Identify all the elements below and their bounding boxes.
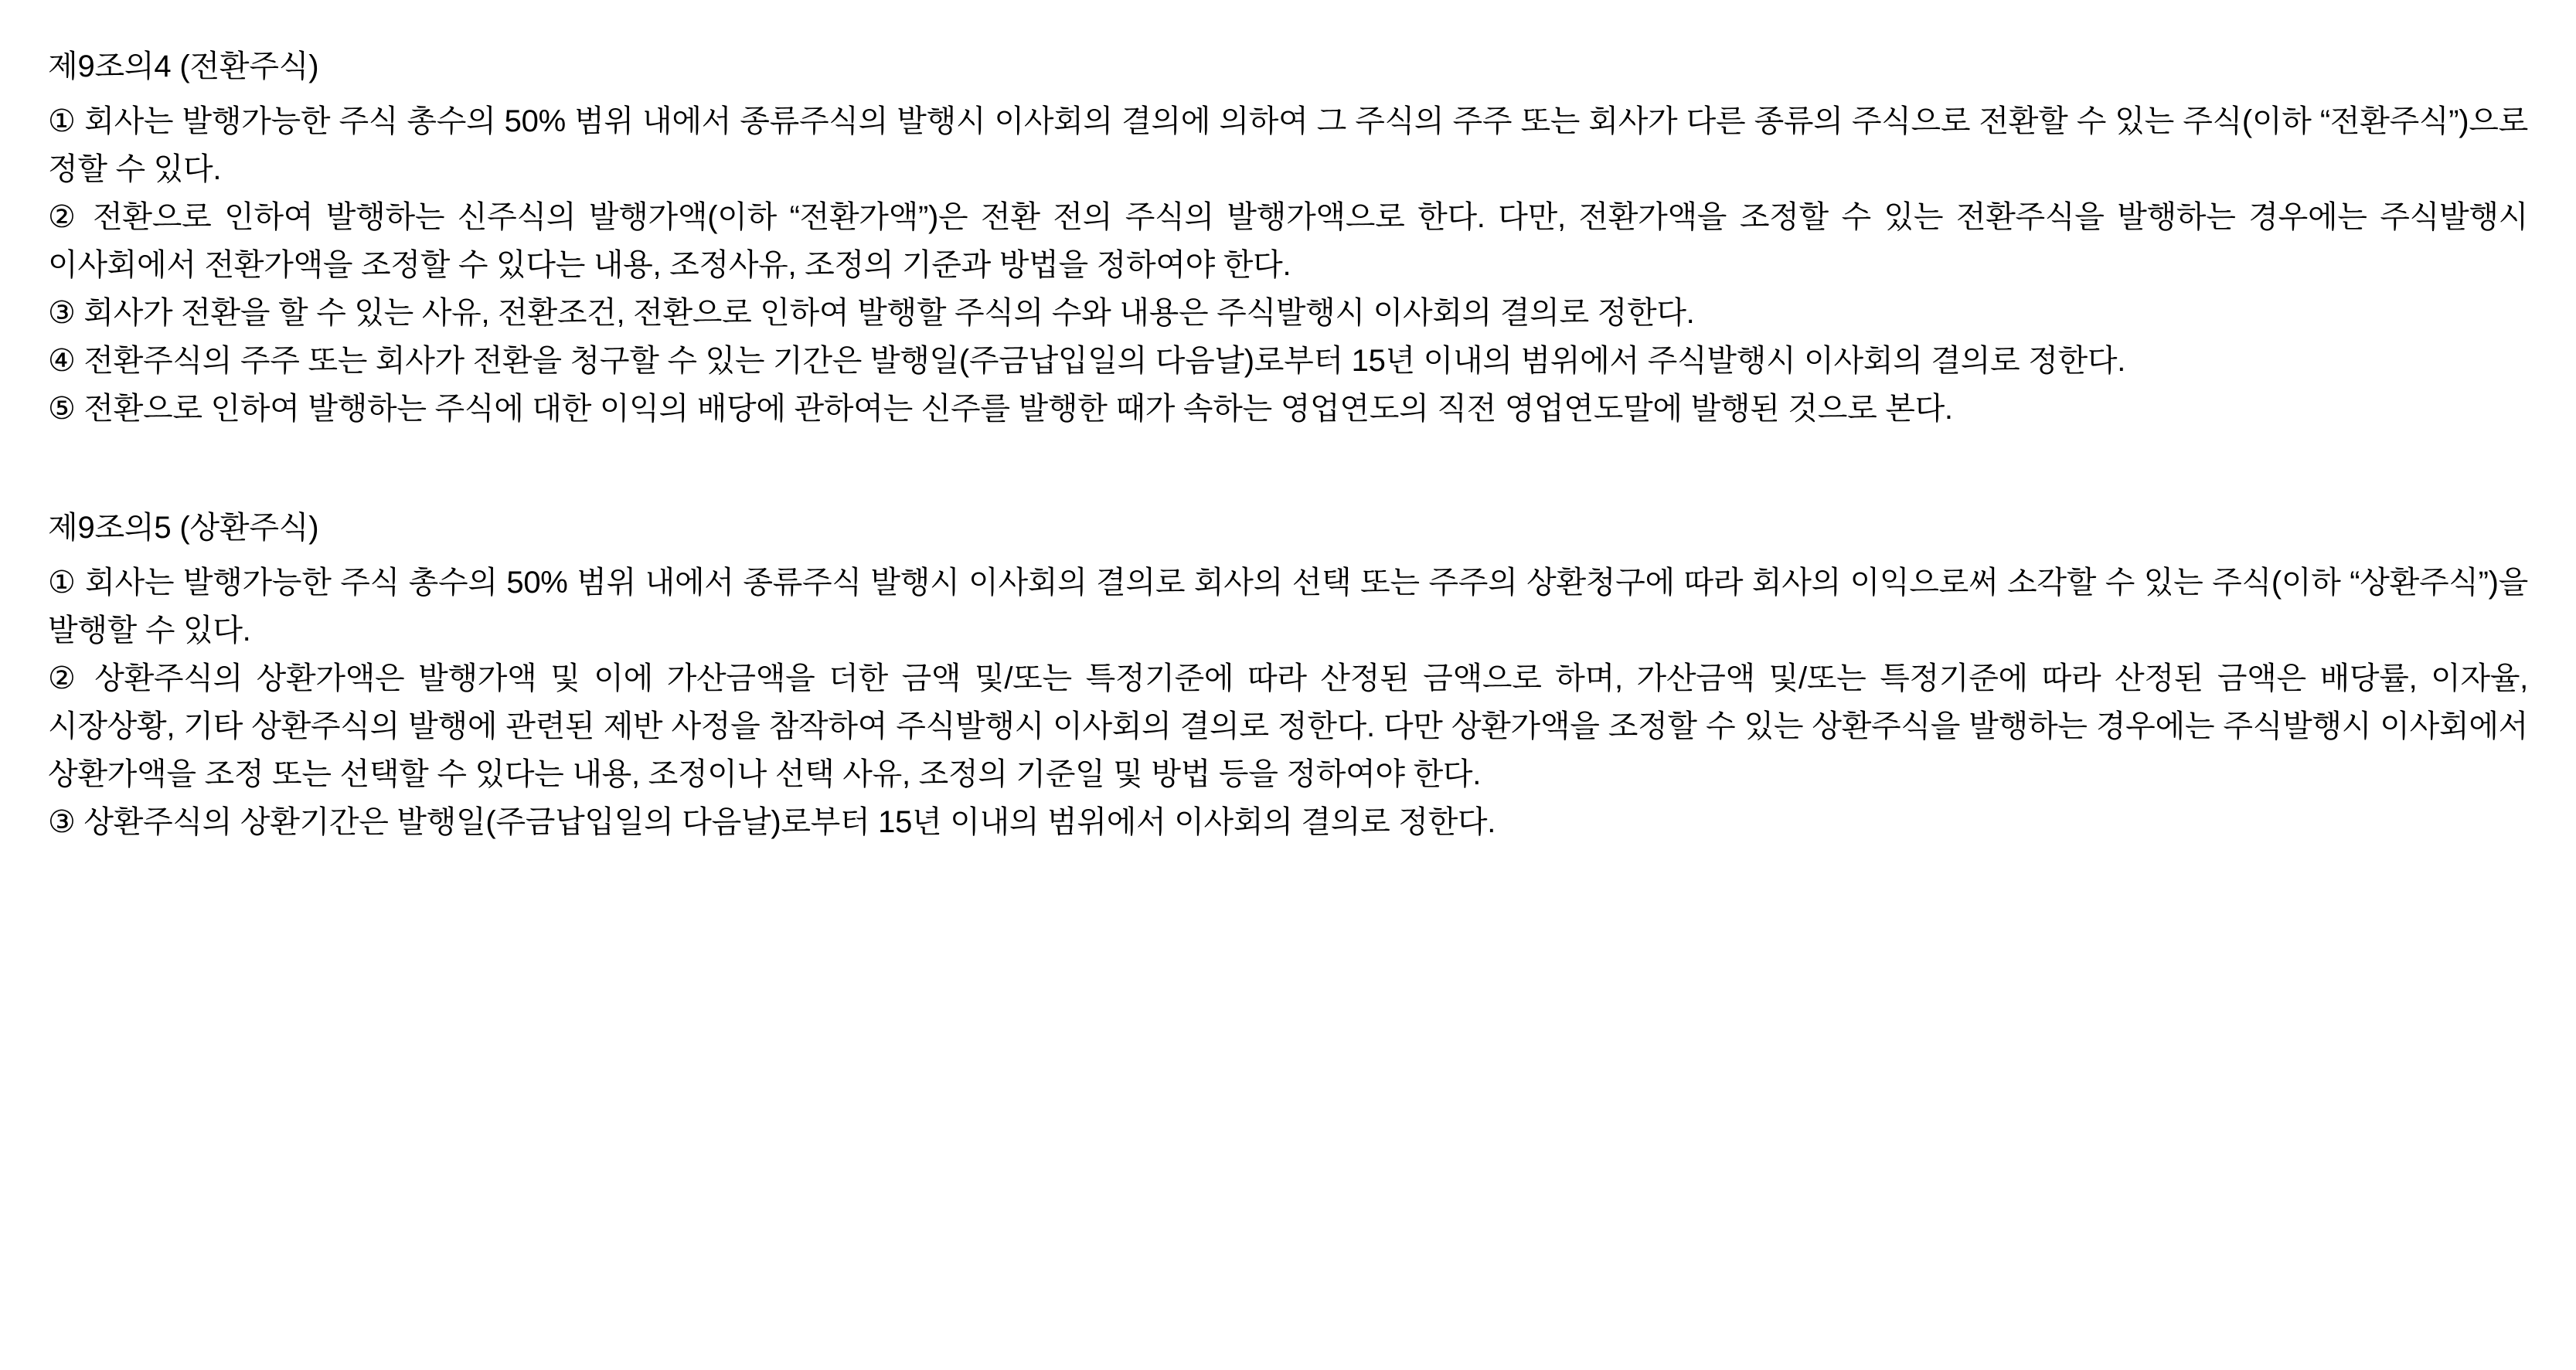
article-clause: ③ 상환주식의 상환기간은 발행일(주금납입일의 다음날)로부터 15년 이내의 범위에서 이사회의 결의로 정한다.: [48, 805, 1496, 839]
article-clause: ⑤ 전환으로 인하여 발행하는 주식에 대한 이익의 배당에 관하여는 신주를 발행한 때가 속하는 영업연도의 직전 영업연도말에 발행된 것으로 본다.: [48, 392, 1953, 426]
article-section-9-4: [48, 42, 2528, 433]
article-clause: ④ 전환주식의 주주 또는 회사가 전환을 청구할 수 있는 기간은 발행일(주금납입일의 다음날)로부터 15년 이내의 범위에서 주식발행시 이사회의 결의로 정한다.: [48, 344, 2126, 378]
article-clause: ① 회사는 발행가능한 주식 총수의 50% 범위 내에서 종류주식 발행시 이사회의 결의로 회사의 선택 또는 주주의 상환청구에 따라 회사의 이익으로써 소각할 수 있는 주식(이하 “상환주식”)을 발행할 수 있다.: [48, 566, 2528, 648]
article-clause: ② 전환으로 인하여 발행하는 신주식의 발행가액(이하 “전환가액”)은 전환 전의 주식의 발행가액으로 한다. 다만, 전환가액을 조정할 수 있는 전환주식을 발행하는 경우에는 주식발행시 이사회에서 전환가액을 조정할 수 있다는 내용, 조정사유, 조정의 기준과 방법을 정하여야 한다.: [48, 200, 2528, 282]
article-title: 제9조의5 (상환주식): [48, 511, 319, 545]
article-section-9-5: [48, 504, 2528, 846]
article-clause: ② 상환주식의 상환가액은 발행가액 및 이에 가산금액을 더한 금액 및/또는 특정기준에 따라 산정된 금액으로 하며, 가산금액 및/또는 특정기준에 따라 산정된 금액은 배당률, 이자율, 시장상황, 기타 상환주식의 발행에 관련된 제반 사정을 참작하여 주식발행시 이사회의 결의로 정한다. 다만 상환가액을 조정할 수 있는 상환주식을 발행하는 경우에는 주식발행시 이사회에서 상환가액을 조정 또는 선택할 수 있다는 내용, 조정이나 선택 사유, 조정의 기준일 및 방법 등을 정하여야 한다.: [48, 661, 2528, 791]
article-title: 제9조의4 (전환주식): [48, 49, 319, 83]
article-clause: ③ 회사가 전환을 할 수 있는 사유, 전환조건, 전환으로 인하여 발행할 주식의 수와 내용은 주식발행시 이사회의 결의로 정한다.: [48, 296, 1695, 330]
article-clause: ① 회사는 발행가능한 주식 총수의 50% 범위 내에서 종류주식의 발행시 이사회의 결의에 의하여 그 주식의 주주 또는 회사가 다른 종류의 주식으로 전환할 수 있는 주식(이하 “전환주식”)으로 정할 수 있다.: [48, 104, 2528, 186]
